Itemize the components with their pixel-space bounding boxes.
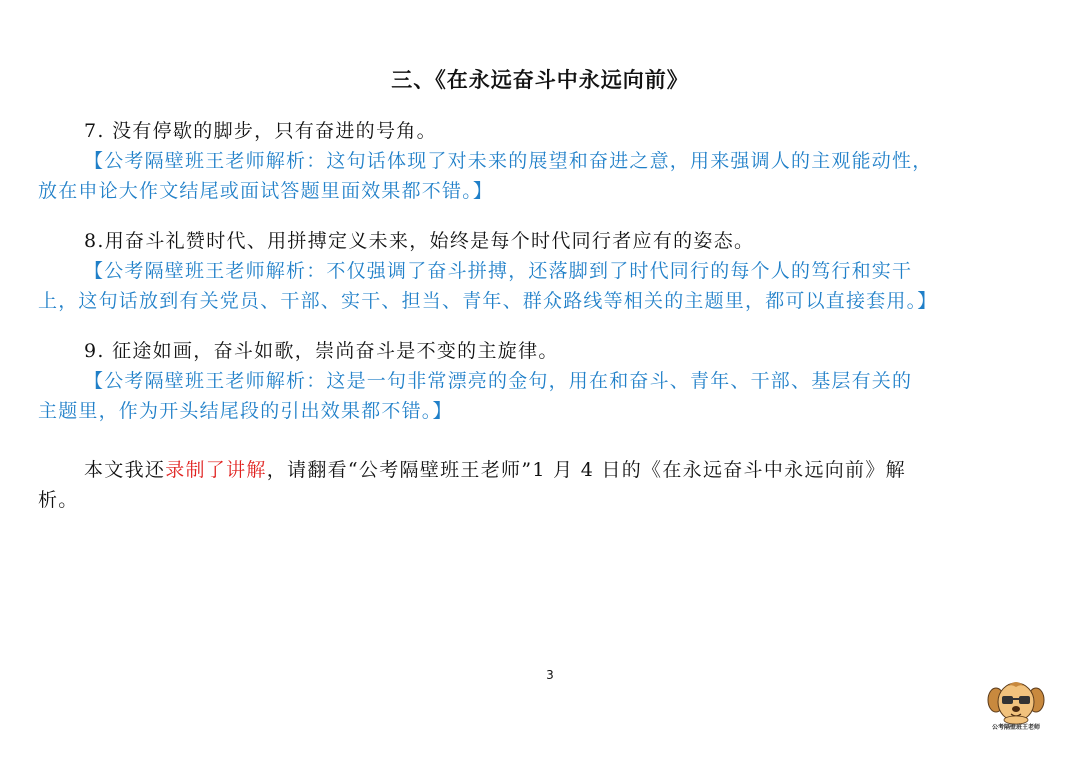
quote-7: 7. 没有停歇的脚步，只有奋进的号角。 [84, 120, 437, 142]
analysis-7-line2: 放在申论大作文结尾或面试答题里面效果都不错。】 [38, 180, 494, 202]
analysis-9-line2: 主题里，作为开头结尾段的引出效果都不错。】 [38, 400, 453, 422]
closing-line1 [38, 455, 1044, 485]
closing-line2: 析。 [38, 489, 79, 511]
analysis-8-line2: 上，这句话放到有关党员、干部、实干、担当、青年、群众路线等相关的主题里，都可以直接套用。】 [38, 290, 938, 312]
analysis-8-line1: 【公考隔壁班王老师解析：不仅强调了奋斗拼搏，还落脚到了时代同行的每个人的笃行和实干 [84, 260, 913, 282]
closing-text-after: ，请翻看“公考隔壁班王老师”1 月 4 日的《在永远奋斗中永远向前》解 [266, 459, 906, 481]
page-number: 3 [546, 668, 554, 682]
analysis-9-line1: 【公考隔壁班王老师解析：这是一句非常漂亮的金句，用在和奋斗、青年、干部、基层有关的 [84, 370, 913, 392]
page-title: 三、《在永远奋斗中永远向前》 [391, 68, 689, 92]
dog-logo-icon [984, 676, 1048, 756]
quote-9: 9. 征途如画，奋斗如歌，崇尚奋斗是不变的主旋律。 [84, 340, 559, 362]
logo-caption: 公考隔壁班王老师 [991, 724, 1040, 731]
analysis-7-line1: 【公考隔壁班王老师解析：这句话体现了对未来的展望和奋进之意，用来强调人的主观能动性， [84, 150, 933, 172]
closing-text-before: 本文我还 [84, 459, 166, 481]
quote-8: 8.用奋斗礼赞时代、用拼搏定义未来，始终是每个时代同行者应有的姿态。 [84, 230, 755, 252]
closing-highlight: 录制了讲解 [165, 459, 267, 481]
